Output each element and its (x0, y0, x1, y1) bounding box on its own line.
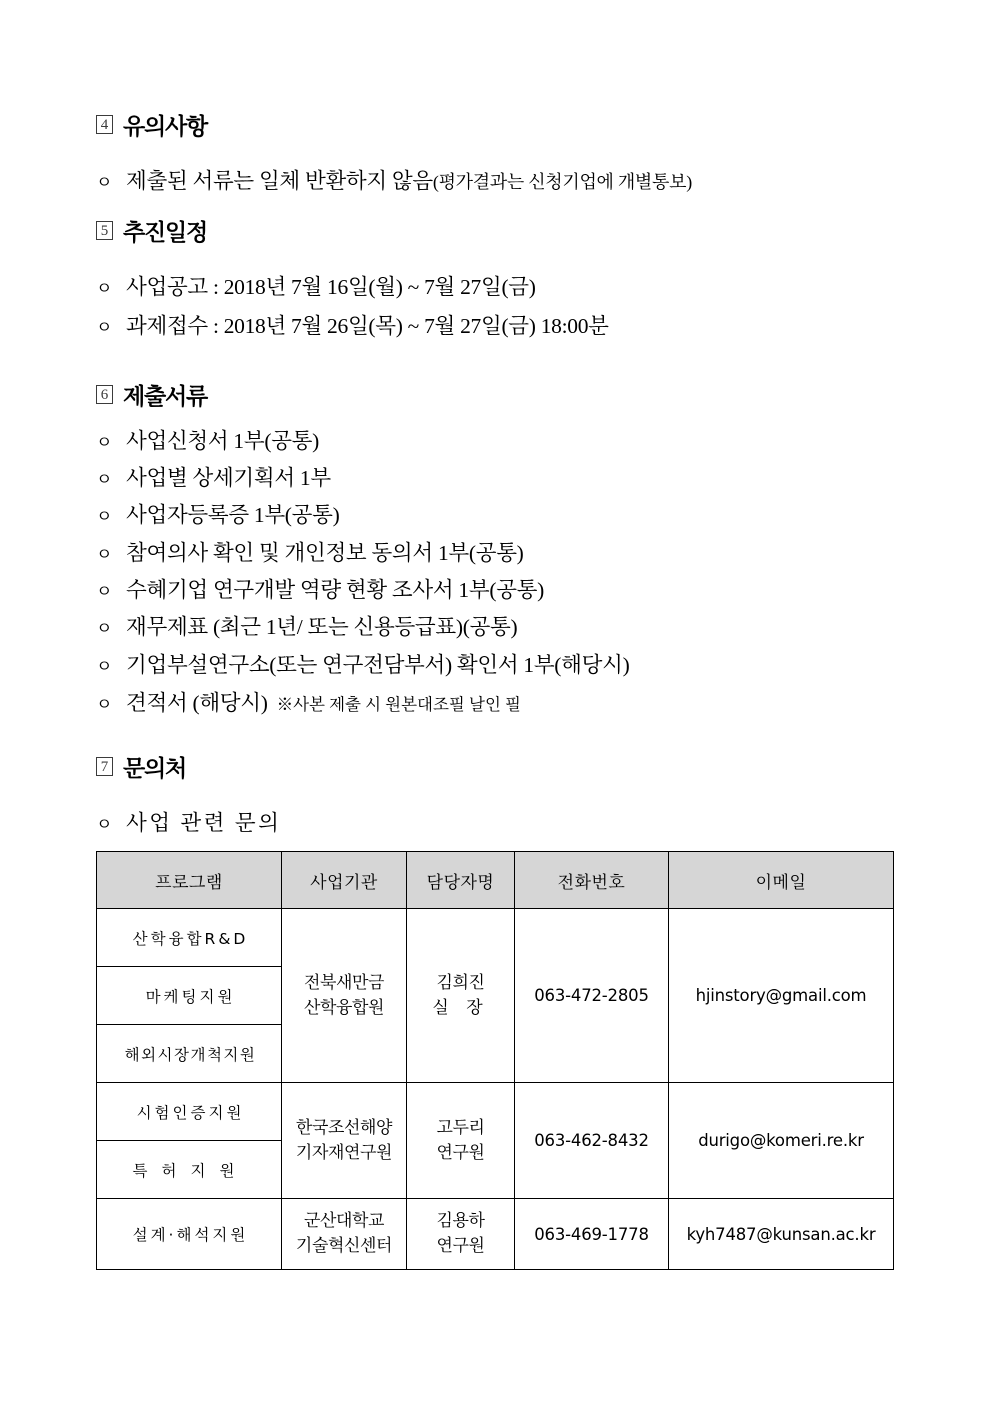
bullet-marker: ㅇ (96, 695, 113, 714)
list-item-text: 참여의사 확인 및 개인정보 동의서 1부(공통) (126, 541, 524, 565)
column-header-email: 이메일 (669, 852, 894, 909)
table-header-row (97, 852, 894, 909)
list-item (96, 806, 281, 837)
bullet-marker: ㅇ (96, 433, 113, 452)
bullet-marker: ㅇ (96, 173, 113, 192)
cell-email: kyh7487@kunsan.ac.kr (669, 1199, 894, 1270)
list-item (96, 270, 536, 301)
list-item-text: 사업신청서 1부(공통) (126, 429, 319, 453)
column-header-organization: 사업기관 (282, 852, 407, 909)
list-item (96, 610, 517, 641)
organization-line-1: 군산대학교 (303, 1211, 385, 1232)
column-header-phone: 전화번호 (515, 852, 669, 909)
list-item-text: 견적서 (해당시) (126, 691, 268, 715)
list-item-text: 재무제표 (최근 1년/ 또는 신용등급표)(공통) (126, 615, 518, 639)
person-name: 김희진 (436, 972, 485, 993)
person-title: 실 장 (432, 997, 489, 1018)
cell-program: 특허지원 (97, 1141, 282, 1199)
list-item-text: 사업별 상세기획서 1부 (126, 466, 331, 490)
list-item-paren: (평가결과는 신청기업에 개별통보) (432, 172, 692, 192)
section-number-box-4: 4 (96, 115, 113, 134)
section-heading-6 (96, 378, 207, 411)
section-number-box-5: 5 (96, 221, 113, 240)
section-title-6: 제출서류 (123, 384, 208, 410)
list-item-text: 과제접수 : 2018년 7월 26일(목) ~ 7월 27일(금) 18:00분 (126, 314, 609, 338)
bullet-marker: ㅇ (96, 619, 113, 638)
person-name: 고두리 (436, 1117, 485, 1138)
organization-line-2: 산학융합원 (303, 997, 385, 1018)
table-row (97, 1083, 894, 1141)
organization-line-2: 기술혁신센터 (295, 1236, 393, 1256)
cell-person (407, 1199, 515, 1270)
cell-organization (282, 1199, 407, 1270)
cell-phone: 063-469-1778 (515, 1199, 669, 1270)
section-number-box-7: 7 (96, 757, 113, 776)
list-item (96, 648, 629, 679)
person-title: 연구원 (436, 1142, 485, 1163)
section-title-5: 추진일정 (123, 220, 208, 246)
cell-program: 설계·해석지원 (97, 1199, 282, 1270)
list-item (96, 573, 544, 604)
person-title: 연구원 (436, 1236, 485, 1256)
cell-organization (282, 1083, 407, 1199)
list-item-text: 사업자등록증 1부(공통) (126, 503, 340, 527)
list-item-text: 기업부설연구소(또는 연구전담부서) 확인서 1부(해당시) (126, 653, 630, 677)
cell-phone: 063-472-2805 (515, 909, 669, 1083)
bullet-marker: ㅇ (96, 318, 113, 337)
contact-table (96, 851, 894, 1270)
list-item (96, 424, 319, 455)
organization-line-1: 전북새만금 (303, 972, 385, 993)
list-item (96, 536, 524, 567)
section-heading-7 (96, 750, 186, 783)
cell-program: 산학융합R&D (97, 909, 282, 967)
column-header-program: 프로그램 (97, 852, 282, 909)
column-header-person: 담당자명 (407, 852, 515, 909)
section-title-7: 문의처 (123, 756, 187, 782)
bullet-marker: ㅇ (96, 582, 113, 601)
list-item-text: 사업 관련 문의 (126, 811, 282, 835)
list-item-text: 사업공고 : 2018년 7월 16일(월) ~ 7월 27일(금) (126, 275, 536, 299)
bullet-marker: ㅇ (96, 279, 113, 298)
list-item (96, 164, 692, 195)
cell-email: durigo@komeri.re.kr (669, 1083, 894, 1199)
section-heading-5 (96, 214, 207, 247)
bullet-marker: ㅇ (96, 545, 113, 564)
cell-person (407, 1083, 515, 1199)
table-row (97, 909, 894, 967)
section-number-box-6: 6 (96, 385, 113, 404)
list-item (96, 498, 339, 529)
table-row (97, 1199, 894, 1270)
list-item (96, 686, 521, 717)
list-item-text: 수혜기업 연구개발 역량 현황 조사서 1부(공통) (126, 578, 544, 602)
list-item-text: 제출된 서류는 일체 반환하지 않음 (126, 169, 433, 193)
list-item-note: ※사본 제출 시 원본대조필 날인 필 (276, 695, 521, 714)
cell-program: 해외시장개척지원 (97, 1025, 282, 1083)
section-title-4: 유의사항 (123, 114, 208, 140)
section-heading-4 (96, 108, 207, 141)
bullet-marker: ㅇ (96, 815, 113, 834)
person-name: 김용하 (436, 1211, 485, 1232)
bullet-marker: ㅇ (96, 657, 113, 676)
organization-line-2: 기자재연구원 (295, 1142, 393, 1163)
cell-email: hjinstory@gmail.com (669, 909, 894, 1083)
cell-program: 마케팅지원 (97, 967, 282, 1025)
bullet-marker: ㅇ (96, 470, 113, 489)
list-item (96, 309, 609, 340)
organization-line-1: 한국조선해양 (295, 1117, 393, 1138)
cell-phone: 063-462-8432 (515, 1083, 669, 1199)
list-item (96, 461, 331, 492)
cell-person (407, 909, 515, 1083)
cell-program: 시험인증지원 (97, 1083, 282, 1141)
bullet-marker: ㅇ (96, 507, 113, 526)
cell-organization (282, 909, 407, 1083)
